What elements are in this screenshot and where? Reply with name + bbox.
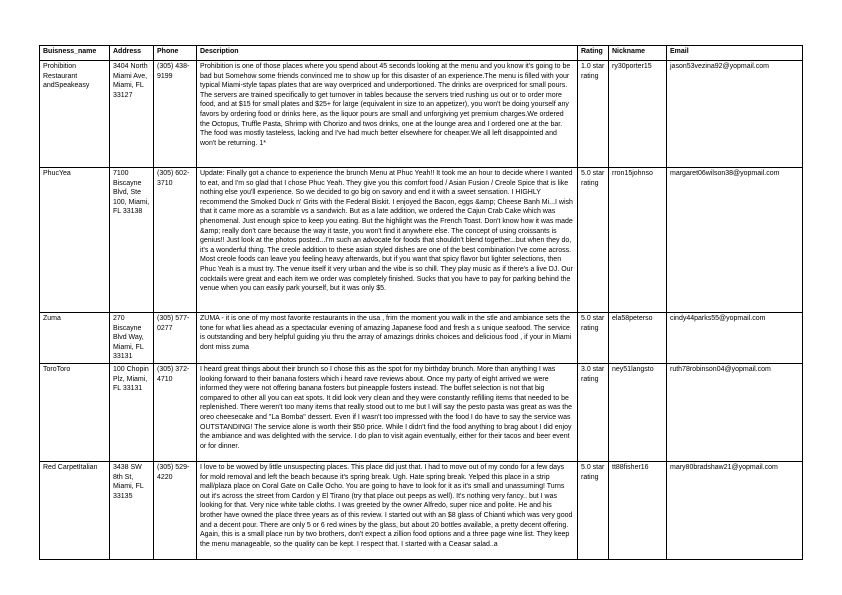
address-cell: 7100 Biscayne Blvd, Ste 100, Miami, FL 33138 xyxy=(110,168,154,313)
rating-cell: 1.0 star rating xyxy=(578,61,609,168)
business-name-cell: Prohibition Restaurant andSpeakeasy xyxy=(40,61,110,168)
phone-cell: (305) 602-3710 xyxy=(154,168,197,313)
business-review-table xyxy=(39,45,803,560)
phone-cell: (305) 438-9199 xyxy=(154,61,197,168)
rating-cell: 5.0 star rating xyxy=(578,168,609,313)
address-cell: 100 Chopin Plz, Miami, FL 33131 xyxy=(110,363,154,461)
col-header-description: Description xyxy=(197,46,578,61)
nickname-cell: ry30porter15 xyxy=(609,61,667,168)
table-row xyxy=(40,313,803,364)
col-header-phone: Phone xyxy=(154,46,197,61)
table-row xyxy=(40,61,803,168)
rating-cell: 3.0 star rating xyxy=(578,363,609,461)
description-cell: Prohibition is one of those places where you spend about 45 seconds looking at the menu and you know it's going to be bad but Somehow some friends convinced me to show up for this disaster of an experience.The menu is filled with your typical Miami-style tapas plates that are way overpriced and underportioned. The drinks are overpriced for small pours. The servers are trained specifically to get turnover in tables because the servers tried rushing us out or to order more food, and at $15 for small plates and $25+ for large (equivalent in size to an appetizer), you won't be doing yourself any favors by ordering food or drinks here, as the liquor pours are small and unforgiving yet premium charges.We ordered the Octopus, Truffle Pasta, Shrimp with Chorizo and twos drinks, one at the lounge area and I ordered one at the bar. The food was mostly tasteless, lacking and I've had much better elsewhere for cheaper.We all left disappointed and won't be returning. 1* xyxy=(197,61,578,168)
description-cell: Update: Finally got a chance to experience the brunch Menu at Phuc Yeah!! It took me an hour to decide where I wanted to eat, and I'm so glad that I chose Phuc Yeah. They give you this comfort food / Asian Fusion / Creole Spice that is like nothing else you'll experience. So we decided to go big on savory and end it with a sweet sensation. I HIGHLY recommend the Smoked Duck n' Grits with the Federal Biskit. I enjoyed the Bacon, eggs &amp; Cheese Banh Mi...I wish that it came more as a scramble vs a sandwich. But as a late addition, we ordered the Cajun Crab Cake which was phenomenal. Just enough spice to keep you eating. But the highlight was the French Toast. Don't know how it was made &amp; really don't care because the way it taste, you won't find it anywhere else. The concept of using croissants is genius!! Just look at the photos posted...I'm such an advocate for foods that shouldn't blend together...but when they do, it's a wonderful thing. The creole addition to these asian styled dishes are one of the best combination I've come across. Most creole foods can leave you feeling heavy afterwards, but if you want that spicy flavor but lighter selections, then Phuc Yeah is a must try. The venue itself it very urban and the vibe is so chill. They play music as if there's a live DJ. Our cocktails were great and each item we order was completely finished. Sucks that you have to pay for parking behind the venue when you can easily park yourself, but it was only $5. xyxy=(197,168,578,313)
phone-cell: (305) 372-4710 xyxy=(154,363,197,461)
col-header-address: Address xyxy=(110,46,154,61)
description-cell: I heard great things about their brunch so I chose this as the spot for my birthday brunch. More than anything I was looking forward to their banana fosters which i heard rave reviews about. Once my party of eight arrived we were informed they were not offering banana fosters but pineapple fosters instead. The buffet selection is not that big compared to other all you can eat spots. It did look very clean and they were constantly refilling items that needed to be replenished. There weren't too many items that really stood out to me but I will say the pesto pasta was great as was the oreo cheesecake and "La Bomba" dessert. Even if I wasn't too impressed with the food I do have to say the service was OUTSTANDING! The service alone is worth their $50 price. While I didn't find the food anything to brag about I did enjoy the ambiance and was delighted with the service. I do plan to visit again eventually, either for their tacos and beer event or for dinner. xyxy=(197,363,578,461)
rating-cell: 5.0 star rating xyxy=(578,313,609,364)
table-row xyxy=(40,461,803,559)
description-cell: I love to be wowed by little unsuspecting places. This place did just that. I had to move out of my condo for a few days for mold removal and left the beach because it's spring break. Ugh. Hate spring break. Yelped this place in a strip mall/plaza place on Coral Gate on Calle Ocho. You are going to have to look for it as it's small and unassuming! Turns out it's across the street from Cardon y El Tirano (try that place out peeps as well). It's nothing very fancy.. but I was looking for that. Very nice white table cloths. I was greeted by the owner Alfredo, super nice and polite. He and his brother have owned the place three years as of this review. I started out with an $8 glass of Chianti which was very good and a decent pour. There are only 5 or 6 red wines by the glass, but about 20 bottles available, a pretty decent offering. Again, this is a small place run by two brothers, don't expect a zillion food options and a three page wine list. They keep the menu manageable, so the quality can be kept. I respect that. I started with a Ceasar salad..a xyxy=(197,461,578,559)
phone-cell: (305) 577-0277 xyxy=(154,313,197,364)
business-name-cell: PhucYea xyxy=(40,168,110,313)
header-row xyxy=(40,46,803,61)
email-cell: cindy44parks55@yopmail.com xyxy=(667,313,803,364)
nickname-cell: ney51langsto xyxy=(609,363,667,461)
business-name-cell: Red CarpetItalian xyxy=(40,461,110,559)
nickname-cell: tt88fisher16 xyxy=(609,461,667,559)
business-name-cell: ToroToro xyxy=(40,363,110,461)
email-cell: jason53vezina92@yopmail.com xyxy=(667,61,803,168)
email-cell: margaret06wilson38@yopmail.com xyxy=(667,168,803,313)
col-header-nickname: Nickname xyxy=(609,46,667,61)
table-row xyxy=(40,168,803,313)
address-cell: 270 Biscayne Blvd Way, Miami, FL 33131 xyxy=(110,313,154,364)
col-header-email: Email xyxy=(667,46,803,61)
nickname-cell: ela58peterso xyxy=(609,313,667,364)
email-cell: ruth78robinson04@yopmail.com xyxy=(667,363,803,461)
address-cell: 3404 North Miami Ave, Miami, FL 33127 xyxy=(110,61,154,168)
rating-cell: 5.0 star rating xyxy=(578,461,609,559)
email-cell: mary80bradshaw21@yopmail.com xyxy=(667,461,803,559)
nickname-cell: rron15johnso xyxy=(609,168,667,313)
address-cell: 3438 SW 8th St, Miami, FL 33135 xyxy=(110,461,154,559)
col-header-rating: Rating xyxy=(578,46,609,61)
business-name-cell: Zuma xyxy=(40,313,110,364)
phone-cell: (305) 529-4220 xyxy=(154,461,197,559)
table-row xyxy=(40,363,803,461)
description-cell: ZUMA - it is one of my most favorite restaurants in the usa , frim the moment you walk in the stle and ambiance sets the tone for what lies ahead as a spectacular evening of amazing Japanese food and fresh a s unique seafood. The service is outstanding and bery helpful guiding yiu thru the array of amazings drinks choices and delicious food , if your in Miami dont miss zuma xyxy=(197,313,578,364)
col-header-business-name: Buisness_name xyxy=(40,46,110,61)
